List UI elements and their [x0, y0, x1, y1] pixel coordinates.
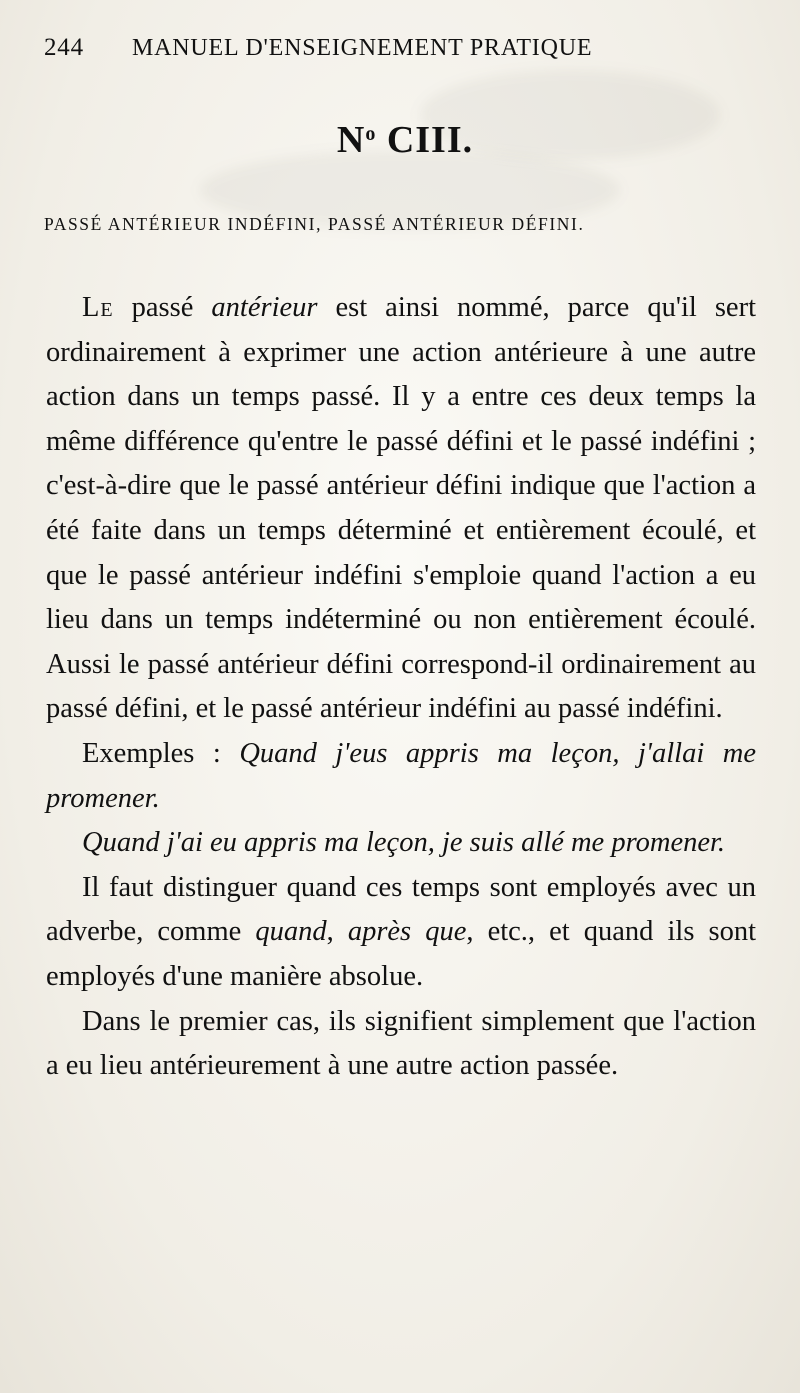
paragraph-1	[46, 286, 756, 732]
body-text	[46, 286, 756, 1089]
section-number	[0, 118, 800, 162]
paragraph-text: Dans le premier cas, ils signifient simplement que l'action a eu lieu antérieurement à une autre action passée.	[46, 1005, 756, 1082]
section-number-value: CIII.	[386, 119, 474, 161]
running-head	[44, 34, 756, 62]
examples-label: Exemples :	[82, 737, 240, 769]
example-sentence: Quand j'ai eu appris ma leçon, je suis allé me promener.	[82, 827, 726, 859]
section-number-sup: o	[365, 123, 377, 145]
paragraph-2	[46, 732, 756, 821]
emphasis: quand	[255, 916, 327, 948]
paragraph-lead-word: Le	[82, 292, 114, 323]
running-title: MANUEL D'ENSEIGNEMENT PRATIQUE	[132, 35, 593, 61]
paragraph-3	[46, 821, 756, 866]
paragraph-text: passé	[113, 292, 212, 323]
paragraph-4	[46, 866, 756, 1000]
section-title: PASSÉ ANTÉRIEUR INDÉFINI, PASSÉ ANTÉRIEUR DÉFINI.	[44, 214, 585, 234]
paragraph-text: , etc., et quand ils sont employés d'une manière absolue.	[46, 916, 757, 992]
paragraph-text: ,	[326, 916, 348, 948]
paragraph-text: Il faut distinguer quand ces temps sont employés avec un adverbe, comme	[46, 871, 756, 948]
paragraph-text: est ainsi nommé, parce qu'il sert ordinairement à exprimer une action antérieure à une autre action dans un temps passé. Il y a entre ces deux temps la même différence qu'entre le passé défini et le passé indéfini ; c'est-à-dire que le passé antérieur défini indique que l'action a été faite dans un temps déterminé et entièrement écoulé, et que le passé antérieur indéfini s'emploie quand l'action a eu lieu dans un temps indéterminé ou non entièrement écoulé. Aussi le passé antérieur défini correspond-il ordinairement au passé défini, et le passé antérieur indéfini au passé indéfini.	[46, 292, 756, 725]
page-number: 244	[44, 34, 84, 61]
section-number-prefix: N	[336, 119, 366, 161]
example-sentence: Quand j'eus appris ma leçon, j'allai me promener.	[46, 737, 756, 814]
paragraph-5	[46, 1000, 756, 1089]
emphasis: après que	[347, 916, 467, 948]
emphasis: antérieur	[211, 292, 318, 323]
